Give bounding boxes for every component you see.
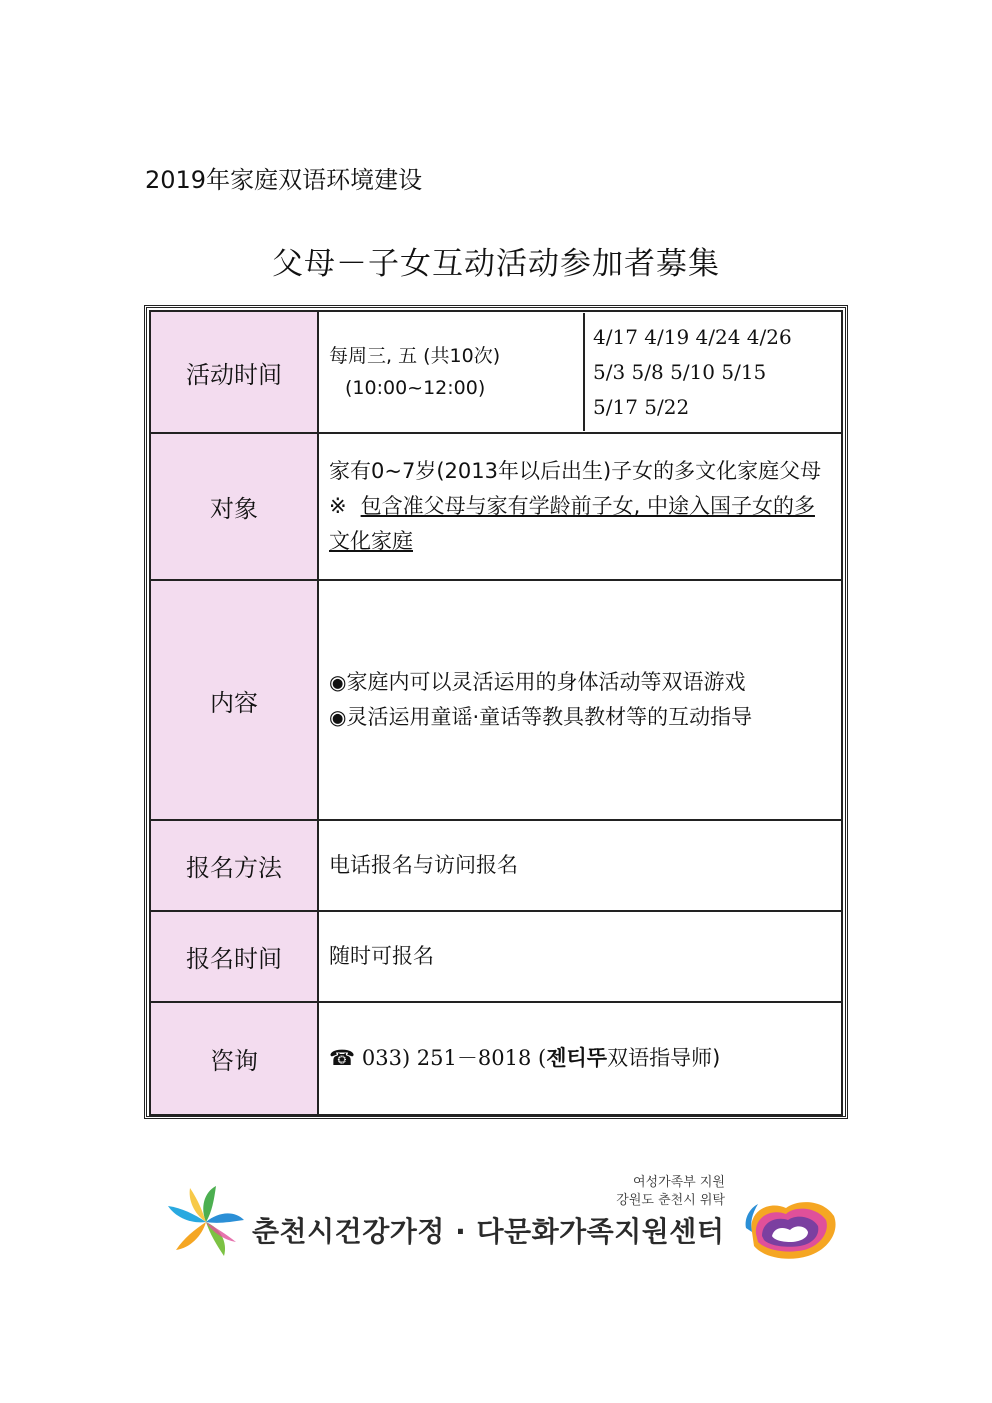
apply-time-label: 报名时间 [150, 911, 318, 1002]
activity-dates-line3: 5/17 5/22 [593, 394, 690, 419]
table-row-activity-time [150, 311, 842, 433]
apply-method-value: 电话报名与访问报名 [318, 820, 842, 911]
sponsor-line-2: 강원도 춘천시 위탁 [616, 1193, 725, 1208]
content-item-1-text: 家庭内可以灵活运用的身体活动等双语游戏 [346, 670, 746, 694]
content-item-2 [329, 700, 841, 735]
heart-logo-icon [742, 1198, 840, 1264]
table-row-target [150, 433, 842, 580]
activity-dates-line2: 5/3 5/8 5/10 5/15 [593, 359, 767, 384]
activity-dates-line1: 4/17 4/19 4/24 4/26 [593, 324, 792, 349]
activity-dates [585, 313, 792, 431]
target-description: 家有0~7岁(2013年以后出生)子女的多文化家庭父母 [329, 459, 822, 483]
inquiry-label: 咨询 [150, 1002, 318, 1115]
apply-method-label: 报名方法 [150, 820, 318, 911]
activity-time-label: 活动时间 [150, 311, 318, 433]
activity-schedule-hours: (10:00~12:00) [345, 377, 486, 399]
content-label: 内容 [150, 580, 318, 820]
note-mark-icon: ※ [329, 494, 347, 518]
inquiry-teacher-name: 젠티뚜 [546, 1046, 608, 1070]
pinwheel-logo-icon [160, 1184, 252, 1260]
table-row-apply-method [150, 820, 842, 911]
content-item-2-text: 灵活运用童谣·童话等教具教材等的互动指导 [346, 705, 753, 729]
target-note-continued: 文化家庭 [329, 529, 413, 553]
table-row-inquiry [150, 1002, 842, 1115]
activity-schedule [319, 313, 585, 431]
footer-logo [160, 1170, 840, 1270]
table-row-content [150, 580, 842, 820]
activity-time-cell [318, 311, 842, 433]
target-cell [318, 433, 842, 580]
target-label: 对象 [150, 433, 318, 580]
content-item-1 [329, 665, 841, 700]
apply-time-value: 随时可报名 [318, 911, 842, 1002]
sponsor-info [616, 1174, 725, 1210]
target-note [329, 489, 841, 524]
radio-bullet-icon: ◉ [329, 670, 347, 694]
document-title: 父母－子女互动活动参加者募集 [272, 246, 720, 282]
telephone-icon: ☎ [329, 1046, 356, 1070]
content-cell [318, 580, 842, 820]
info-table-frame [144, 305, 848, 1119]
inquiry-cell [318, 1002, 842, 1115]
activity-schedule-days: 每周三, 五 (共10次) [329, 345, 501, 367]
document-subtitle: 2019年家庭双语环境建设 [145, 166, 423, 194]
organization-name: 춘천시건강가정 · 다문화가족지원센터 [252, 1215, 725, 1248]
inquiry-teacher-role: 双语指导师) [607, 1046, 721, 1070]
radio-bullet-icon: ◉ [329, 705, 347, 729]
inquiry-phone: 033) 251－8018 ( [361, 1046, 547, 1070]
target-note-text: 包含准父母与家有学龄前子女, 中途入国子女的多 [360, 494, 815, 518]
table-row-apply-time [150, 911, 842, 1002]
info-table [149, 310, 843, 1116]
sponsor-line-1: 여성가족부 지원 [632, 1175, 725, 1190]
